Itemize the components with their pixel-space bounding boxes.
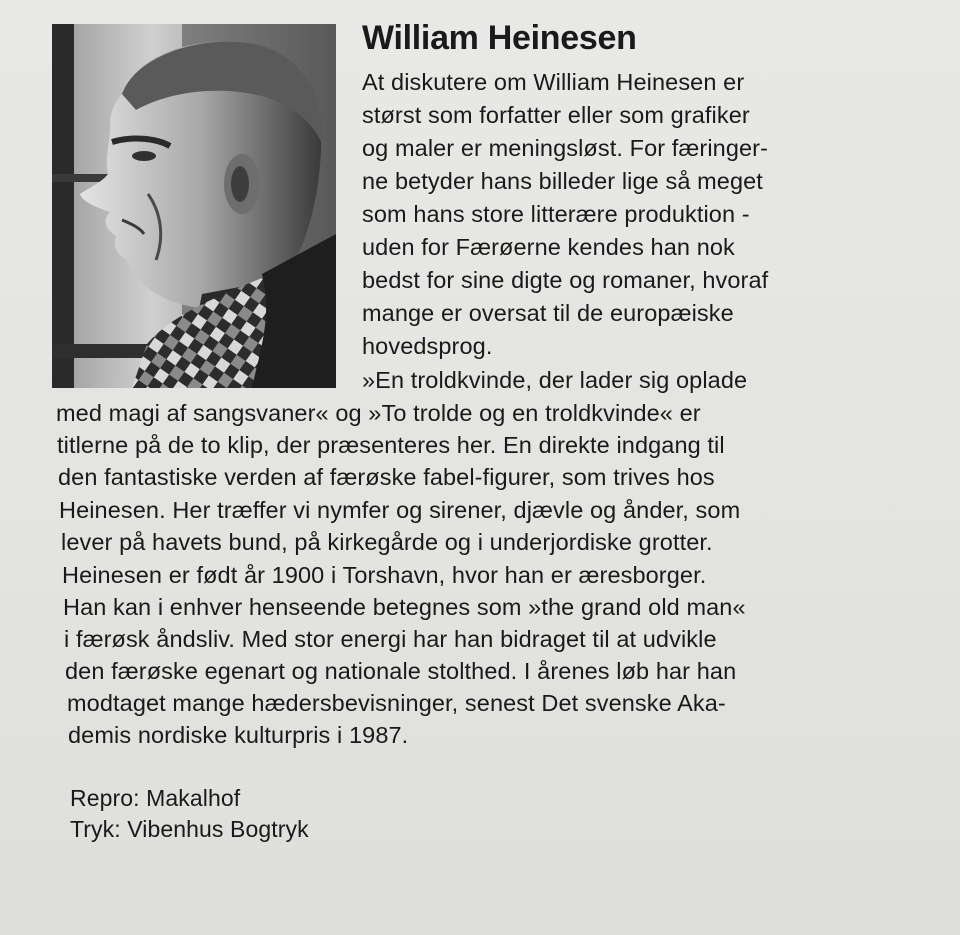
text-line: »En troldkvinde, der lader sig oplade [362,367,748,393]
text-line: og maler er meningsløst. For færinger- [362,135,769,161]
portrait-image [52,24,336,388]
text-line: titlerne på de to klip, der præsenteres her. En direkte indgang til [57,432,725,458]
text-line: den fantastiske verden af færøske fabel-figurer, som trives hos [58,464,715,490]
text-line: uden for Færøerne kendes han nok [362,234,735,260]
text-line: Heinesen. Her træffer vi nymfer og sirener, djævle og ånder, som [59,497,741,523]
text-line: Han kan i enhver henseende betegnes som »the grand old man« [63,594,746,620]
author-portrait-photo [52,24,336,388]
text-line: Heinesen er født år 1900 i Torshavn, hvor han er æresborger. [62,562,707,588]
text-line: som hans store litterære produktion - [362,201,750,227]
text-line: modtaget mange hædersbevisninger, senest Det svenske Aka- [67,690,726,716]
text-line: At diskutere om William Heinesen er [362,69,745,95]
text-line: lever på havets bund, på kirkegårde og i underjordiske grotter. [61,529,713,555]
text-line: bedst for sine digte og romaner, hvoraf [362,267,769,293]
print-credit: Tryk: Vibenhus Bogtryk [70,816,309,842]
text-line: størst som forfatter eller som grafiker [362,102,750,128]
repro-credit: Repro: Makalhof [70,785,241,811]
text-line: hovedsprog. [362,333,493,359]
text-line: i færøsk åndsliv. Med stor energi har han bidraget til at udvikle [64,626,717,652]
text-line: den færøske egenart og nationale stolthed. I årenes løb har han [65,658,737,684]
text-line: demis nordiske kulturpris i 1987. [68,722,409,748]
text-line: ne betyder hans billeder lige så meget [362,168,763,194]
text-line: mange er oversat til de europæiske [362,300,734,326]
text-line: med magi af sangsvaner« og »To trolde og en troldkvinde« er [56,400,701,426]
article-title: William Heinesen [362,19,637,57]
